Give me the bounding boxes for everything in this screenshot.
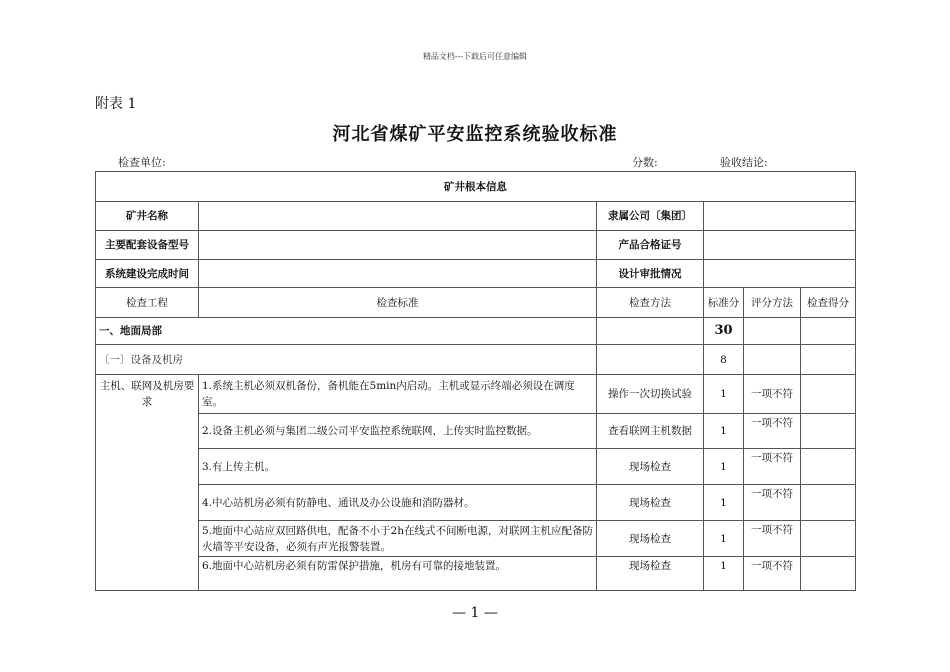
info-row [96,260,856,288]
table-row [96,521,856,557]
item-score: 1 [704,557,744,591]
annex-label: 附表 1 [95,96,137,112]
item-scoring: 一项不符 [744,557,801,591]
table-row [96,375,856,414]
info-left-value[interactable] [199,202,597,231]
info-right-label: 设计审批情况 [597,260,704,288]
item-result[interactable] [801,449,856,485]
info-left-value[interactable] [199,231,597,260]
item-scoring: 一项不符 [744,449,801,485]
section-row [96,318,856,345]
table-row [96,485,856,521]
item-method: 查看联网主机数据 [597,414,704,449]
section-label: 一、地面局部 [96,318,597,345]
item-score: 1 [704,449,744,485]
item-result[interactable] [801,414,856,449]
info-left-label: 主要配套设备型号 [96,231,199,260]
item-scoring: 一项不符 [744,521,801,557]
subsection-row [96,345,856,375]
item-result[interactable] [801,375,856,414]
item-result[interactable] [801,485,856,521]
item-scoring: 一项不符 [744,375,801,414]
conclusion-label: 验收结论: [720,156,768,169]
page-title: 河北省煤矿平安监控系统验收标准 [332,124,618,145]
item-method: 操作一次切换试验 [597,375,704,414]
subsection-score: 8 [704,345,744,375]
info-left-label: 矿井名称 [96,202,199,231]
column-header-row [96,288,856,318]
item-method: 现场检查 [597,485,704,521]
basic-info-title: 矿井根本信息 [96,172,856,202]
info-right-value[interactable] [704,231,856,260]
table-row [96,414,856,449]
item-standard: 5.地面中心站应双回路供电，配备不小于2h在线式不间断电源，对联网主机应配备防火墙等平安设备，必须有声光报警装置。 [199,521,597,557]
inspection-unit-label: 检查单位: [118,156,166,169]
item-score: 1 [704,375,744,414]
col-header-scoring: 评分方法 [744,288,801,318]
col-header-method: 检查方法 [597,288,704,318]
watermark-text: 精品文档---下载后可任意编辑 [422,52,528,61]
table-row [96,557,856,591]
group-label: 主机、联网及机房要求 [96,375,199,591]
table-row [96,449,856,485]
score-label: 分数: [632,156,658,169]
info-left-value[interactable] [199,260,597,288]
page-number: — 1 — [452,605,498,621]
item-method: 现场检查 [597,449,704,485]
info-row [96,231,856,260]
item-standard: 2.设备主机必须与集团二级公司平安监控系统联网，上传实时监控数据。 [199,414,597,449]
info-right-label: 隶属公司〔集团〕 [597,202,704,231]
subsection-label: 〔一〕设备及机房 [96,345,597,375]
item-result[interactable] [801,521,856,557]
acceptance-table [95,171,856,591]
info-right-label: 产品合格证号 [597,231,704,260]
info-right-value[interactable] [704,260,856,288]
item-standard: 6.地面中心站机房必须有防雷保护措施，机房有可靠的接地装置。 [199,557,597,591]
basic-info-row [96,172,856,202]
info-row [96,202,856,231]
item-score: 1 [704,414,744,449]
item-score: 1 [704,521,744,557]
item-method: 现场检查 [597,521,704,557]
item-method: 现场检查 [597,557,704,591]
item-score: 1 [704,485,744,521]
info-right-value[interactable] [704,202,856,231]
item-standard: 4.中心站机房必须有防静电、通讯及办公设施和消防器材。 [199,485,597,521]
item-scoring: 一项不符 [744,414,801,449]
item-scoring: 一项不符 [744,485,801,521]
info-left-label: 系统建设完成时间 [96,260,199,288]
item-standard: 3.有上传主机。 [199,449,597,485]
col-header-standard: 检查标准 [199,288,597,318]
col-header-score: 标准分 [704,288,744,318]
section-score: 30 [704,318,744,345]
item-standard: 1.系统主机必须双机备份，备机能在5min内启动。主机或显示终端必须设在调度室。 [199,375,597,414]
col-header-result: 检查得分 [801,288,856,318]
col-header-item: 检查工程 [96,288,199,318]
item-result[interactable] [801,557,856,591]
